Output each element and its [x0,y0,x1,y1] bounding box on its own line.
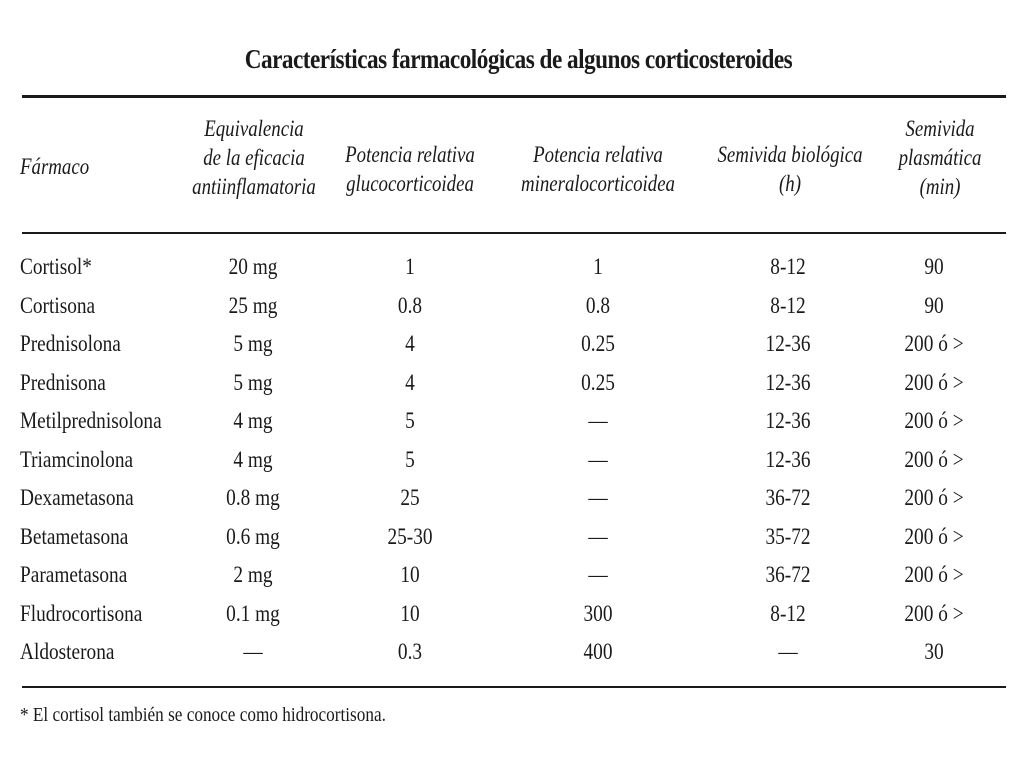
cell-semivida-biologica: — [778,639,798,664]
cell-equivalencia: 0.1 mg [226,600,280,626]
cell-potencia-mineral: 0.25 [581,331,615,356]
cell-farmaco: Cortisona [20,292,96,318]
table-row [0,404,1024,443]
cell-semivida-biologica: 8-12 [770,600,806,626]
cell-semivida-plasmatica: 200 ó > [904,369,964,395]
header-semivida-biologica: Semivida biológica (h) [717,142,863,196]
cell-potencia-gluco: 10 [400,562,420,587]
table-row [0,327,1024,366]
cell-potencia-mineral: 300 [583,600,613,626]
cell-semivida-plasmatica: 200 ó > [904,600,964,626]
cell-equivalencia: 4 mg [233,446,273,472]
cell-potencia-gluco: 5 [405,446,415,472]
cell-semivida-plasmatica: 200 ó > [904,562,964,587]
cell-semivida-biologica: 12-36 [765,331,811,356]
cell-potencia-mineral: 0.25 [581,369,615,395]
header-farmaco: Fármaco [20,154,90,179]
cell-potencia-mineral: — [588,446,608,472]
cell-potencia-gluco: 4 [405,331,415,356]
cell-farmaco: Metilprednisolona [20,408,162,433]
cell-potencia-gluco: 4 [405,369,415,395]
cell-potencia-gluco: 5 [405,408,415,433]
cell-farmaco: Prednisolona [20,331,121,356]
cell-semivida-biologica: 8-12 [770,254,806,279]
cell-potencia-mineral: — [588,562,608,587]
cell-farmaco: Cortisol* [20,254,92,279]
cell-equivalencia: 5 mg [233,331,273,356]
table-row [0,289,1024,328]
table-row [0,443,1024,482]
cell-farmaco: Triamcinolona [20,446,134,472]
header-equivalencia: Equivalencia de la eficacia antiinflamatoria [192,116,316,199]
cell-semivida-plasmatica: 30 [924,639,944,664]
cell-farmaco: Dexametasona [20,485,134,510]
bottom-rule [22,686,1006,688]
cell-semivida-biologica: 36-72 [765,562,811,587]
cell-farmaco: Parametasona [20,562,128,587]
cell-potencia-gluco: 25 [400,485,420,510]
cell-potencia-mineral: 400 [583,639,613,664]
cell-farmaco: Betametasona [20,523,129,549]
footnote: * El cortisol también se conoce como hidrocortisona. [20,704,386,726]
cell-potencia-mineral: 1 [593,254,603,279]
top-rule [22,95,1006,98]
cell-semivida-biologica: 8-12 [770,292,806,318]
cell-potencia-gluco: 0.8 [397,292,423,318]
cell-potencia-gluco: 1 [405,254,415,279]
cell-semivida-biologica: 35-72 [765,523,811,549]
header-potencia-gluco: Potencia relativa glucocorticoidea [345,142,475,196]
table-row [0,558,1024,597]
cell-semivida-biologica: 12-36 [765,408,811,433]
header-potencia-mineral: Potencia relativa mineralocorticoidea [520,142,675,196]
cell-semivida-plasmatica: 200 ó > [904,408,964,433]
cell-semivida-biologica: 36-72 [765,485,811,510]
table-row [0,635,1024,674]
cell-semivida-biologica: 12-36 [765,446,811,472]
cell-farmaco: Fludrocortisona [20,600,143,626]
cell-semivida-plasmatica: 90 [924,292,944,318]
table-row [0,597,1024,636]
table-title: Características farmacológicas de algunos corticosteroides [244,44,793,74]
cell-equivalencia: 0.6 mg [226,523,280,549]
cell-potencia-mineral: — [588,485,608,510]
cell-potencia-mineral: 0.8 [585,292,611,318]
cell-equivalencia: 2 mg [233,562,273,587]
table-row [0,481,1024,520]
cell-semivida-plasmatica: 200 ó > [904,446,964,472]
cell-potencia-gluco: 25-30 [387,523,433,549]
cell-farmaco: Prednisona [20,369,106,395]
cell-equivalencia: — [243,639,263,664]
cell-equivalencia: 4 mg [233,408,273,433]
header-semivida-plasmatica: Semivida plasmática (min) [898,116,982,199]
cell-equivalencia: 5 mg [233,369,273,395]
cell-potencia-mineral: — [588,408,608,433]
cell-potencia-mineral: — [588,523,608,549]
cell-equivalencia: 0.8 mg [226,485,280,510]
cell-semivida-plasmatica: 200 ó > [904,331,964,356]
cell-semivida-plasmatica: 200 ó > [904,523,964,549]
cell-semivida-plasmatica: 90 [924,254,944,279]
header-rule [22,232,1006,234]
table-row [0,366,1024,405]
cell-farmaco: Aldosterona [20,639,115,664]
table-body [0,250,1024,674]
cell-equivalencia: 25 mg [228,292,278,318]
cell-semivida-biologica: 12-36 [765,369,811,395]
table-row [0,520,1024,559]
table-row [0,250,1024,289]
cell-potencia-gluco: 10 [400,600,420,626]
cell-semivida-plasmatica: 200 ó > [904,485,964,510]
cell-equivalencia: 20 mg [228,254,278,279]
cell-potencia-gluco: 0.3 [397,639,423,664]
